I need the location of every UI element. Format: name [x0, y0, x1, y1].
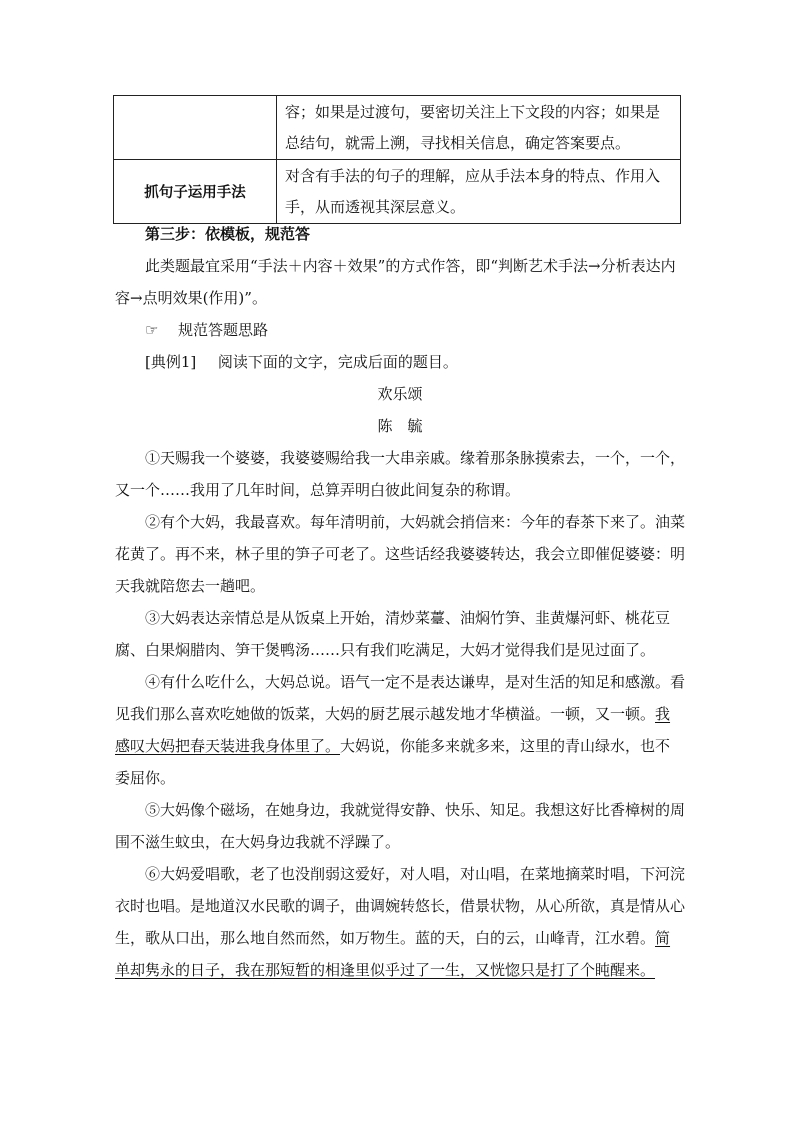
underlined-sentence-1: 我感叹大妈把春天装进我身体里了。: [115, 705, 671, 755]
table-cell-text: 容；如果是过渡句，要密切关注上下文段的内容；如果是总结句，就需上溯，寻找相关信息，确定答案要点。: [277, 96, 681, 160]
table-row: [114, 160, 681, 224]
section-heading: [115, 314, 685, 346]
step3-section: [115, 218, 685, 314]
paragraph-5: ⑤大妈像个磁场，在她身边，我就觉得安静、快乐、知足。我想这好比香樟树的周围不滋生蚊虫，在大妈身边我就不浮躁了。: [115, 801, 686, 851]
pointing-hand-icon: ☞: [145, 321, 159, 339]
article: [115, 378, 685, 986]
method-table: [113, 95, 681, 224]
paragraph-6: [115, 858, 685, 986]
paragraph-6-text-a: ⑥大妈爱唱歌，老了也没削弱这爱好，对人唱，对山唱，在菜地摘菜时唱，下河浣衣时也唱。是地道汉水民歌的调子，曲调婉转悠长，借景状物，从心所欲，真是情从心生，歌从口出，那么地自然而然，如万物生。蓝的天，白的云，山峰青，江水碧。: [115, 865, 686, 947]
table-cell-label: [114, 96, 277, 160]
step3-title: 第三步：依模板，规范答: [145, 225, 311, 243]
table-cell-text: 对含有手法的句子的理解，应从手法本身的特点、作用入手，从而透视其深层意义。: [277, 160, 681, 224]
table-cell-label: 抓句子运用手法: [114, 160, 277, 224]
example-instruction: 阅读下面的文字，完成后面的题目。: [217, 353, 458, 371]
step3-text: 此类题最宜采用“手法＋内容＋效果”的方式作答，即“判断艺术手法→分析表达内容→点明效果(作用)”。: [115, 257, 676, 307]
table-row: [114, 96, 681, 160]
paragraph-4: [115, 666, 685, 794]
article-author: 陈 毓: [377, 417, 423, 435]
paragraph-4-text-a: ④有什么吃什么，大妈总说。语气一定不是表达谦卑，是对生活的知足和感激。看见我们那么喜欢吃她做的饭菜，大妈的厨艺展示越发地才华横溢。一顿，又一顿。: [115, 673, 686, 723]
paragraph-1: ①天赐我一个婆婆，我婆婆赐给我一大串亲戚。缘着那条脉摸索去，一个，一个，又一个……我用了几年时间，总算弄明白彼此间复杂的称谓。: [115, 449, 686, 499]
paragraph-4-text-b: 大妈说，你能多来就多来，这里的青山绿水，也不委屈你。: [115, 737, 671, 787]
paragraph-2: ②有个大妈，我最喜欢。每年清明前，大妈就会捎信来：今年的春茶下来了。油菜花黄了。再不来，林子里的笋子可老了。这些话经我婆婆转达，我会立即催促婆婆：明天我就陪您去一趟吧。: [115, 513, 686, 595]
underlined-sentence-2: 简单却隽永的日子，我在那短暂的相逢里似乎过了一生，又恍惚只是打了个盹醒来。: [115, 929, 671, 979]
article-title: 欢乐颂: [377, 385, 423, 403]
example-intro: [115, 346, 685, 378]
paragraph-3: ③大妈表达亲情总是从饭桌上开始，清炒菜薹、油焖竹笋、韭黄爆河虾、桃花豆腐、白果焖腊肉、笋干煲鸭汤……只有我们吃满足，大妈才觉得我们是见过面了。: [115, 609, 671, 659]
example-label: [典例1]: [145, 353, 197, 371]
section-title: 规范答题思路: [178, 321, 269, 339]
